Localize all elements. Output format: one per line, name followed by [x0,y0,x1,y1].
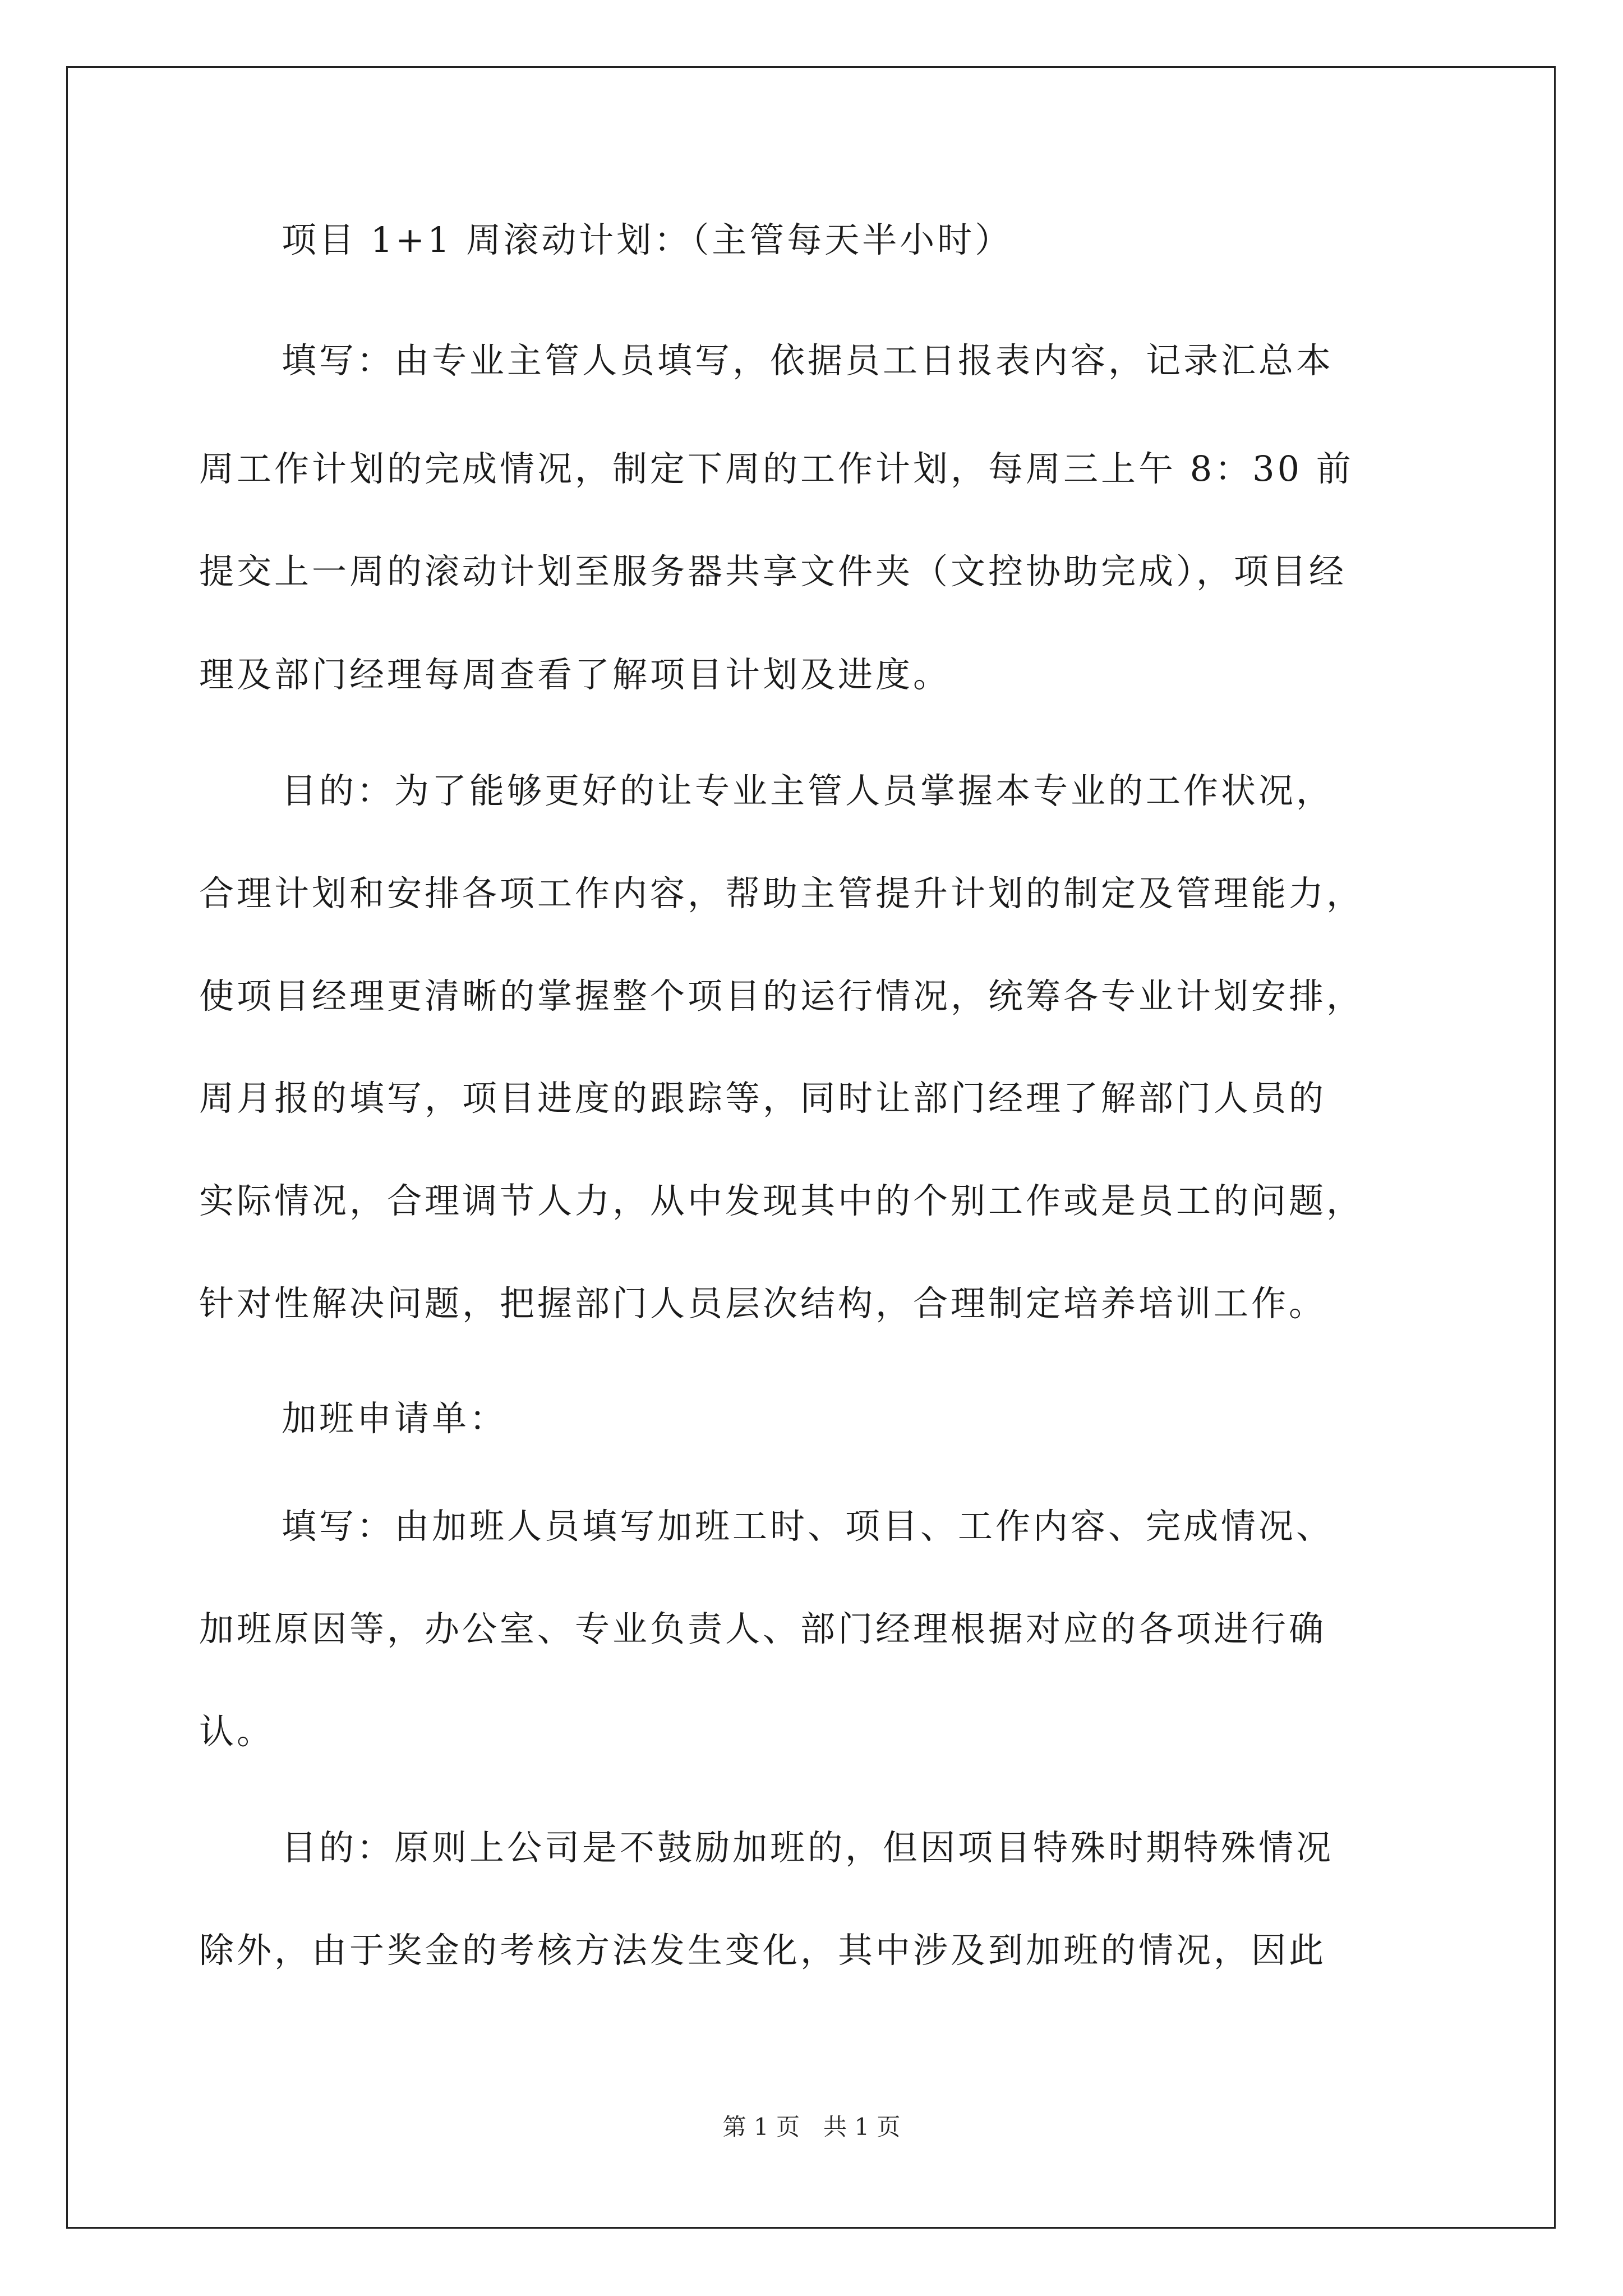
text-line: 目的：原则上公司是不鼓励加班的，但因项目特殊时期特殊情况 [282,1827,1334,1868]
text-line: 填写：由加班人员填写加班工时、项目、工作内容、完成情况、 [282,1506,1334,1547]
section-heading: 加班申请单： [282,1398,508,1439]
text-line: 理及部门经理每周查看了解项目计划及进度。 [199,654,951,695]
text-line: 合理计划和安排各项工作内容，帮助主管提升计划的制定及管理能力， [199,873,1364,914]
text-line: 提交上一周的滚动计划至服务器共享文件夹（文控协助完成），项目经 [199,551,1347,592]
text-line: 实际情况，合理调节人力，从中发现其中的个别工作或是员工的问题， [199,1180,1364,1221]
text-line: 周月报的填写，项目进度的跟踪等，同时让部门经理了解部门人员的 [199,1078,1327,1119]
text-line: 针对性解决问题，把握部门人员层次结构，合理制定培养培训工作。 [199,1283,1327,1324]
text-line: 填写：由专业主管人员填写，依据员工日报表内容，记录汇总本 [282,340,1334,381]
text-line: 除外，由于奖金的考核方法发生变化，其中涉及到加班的情况，因此 [199,1930,1327,1971]
text-line: 认。 [199,1711,275,1752]
text-line: 目的：为了能够更好的让专业主管人员掌握本专业的工作状况， [282,770,1334,811]
text-line: 项目 1+1 周滚动计划：（主管每天半小时） [282,219,1013,260]
text-line: 使项目经理更清晰的掌握整个项目的运行情况，统筹各专业计划安排， [199,976,1364,1016]
page-border [66,66,1556,2229]
text-line: 加班原因等，办公室、专业负责人、部门经理根据对应的各项进行确 [199,1608,1327,1649]
text-line: 周工作计划的完成情况，制定下周的工作计划，每周三上午 8：30 前 [199,448,1354,489]
page-number-footer: 第 1 页 共 1 页 [722,2113,901,2141]
